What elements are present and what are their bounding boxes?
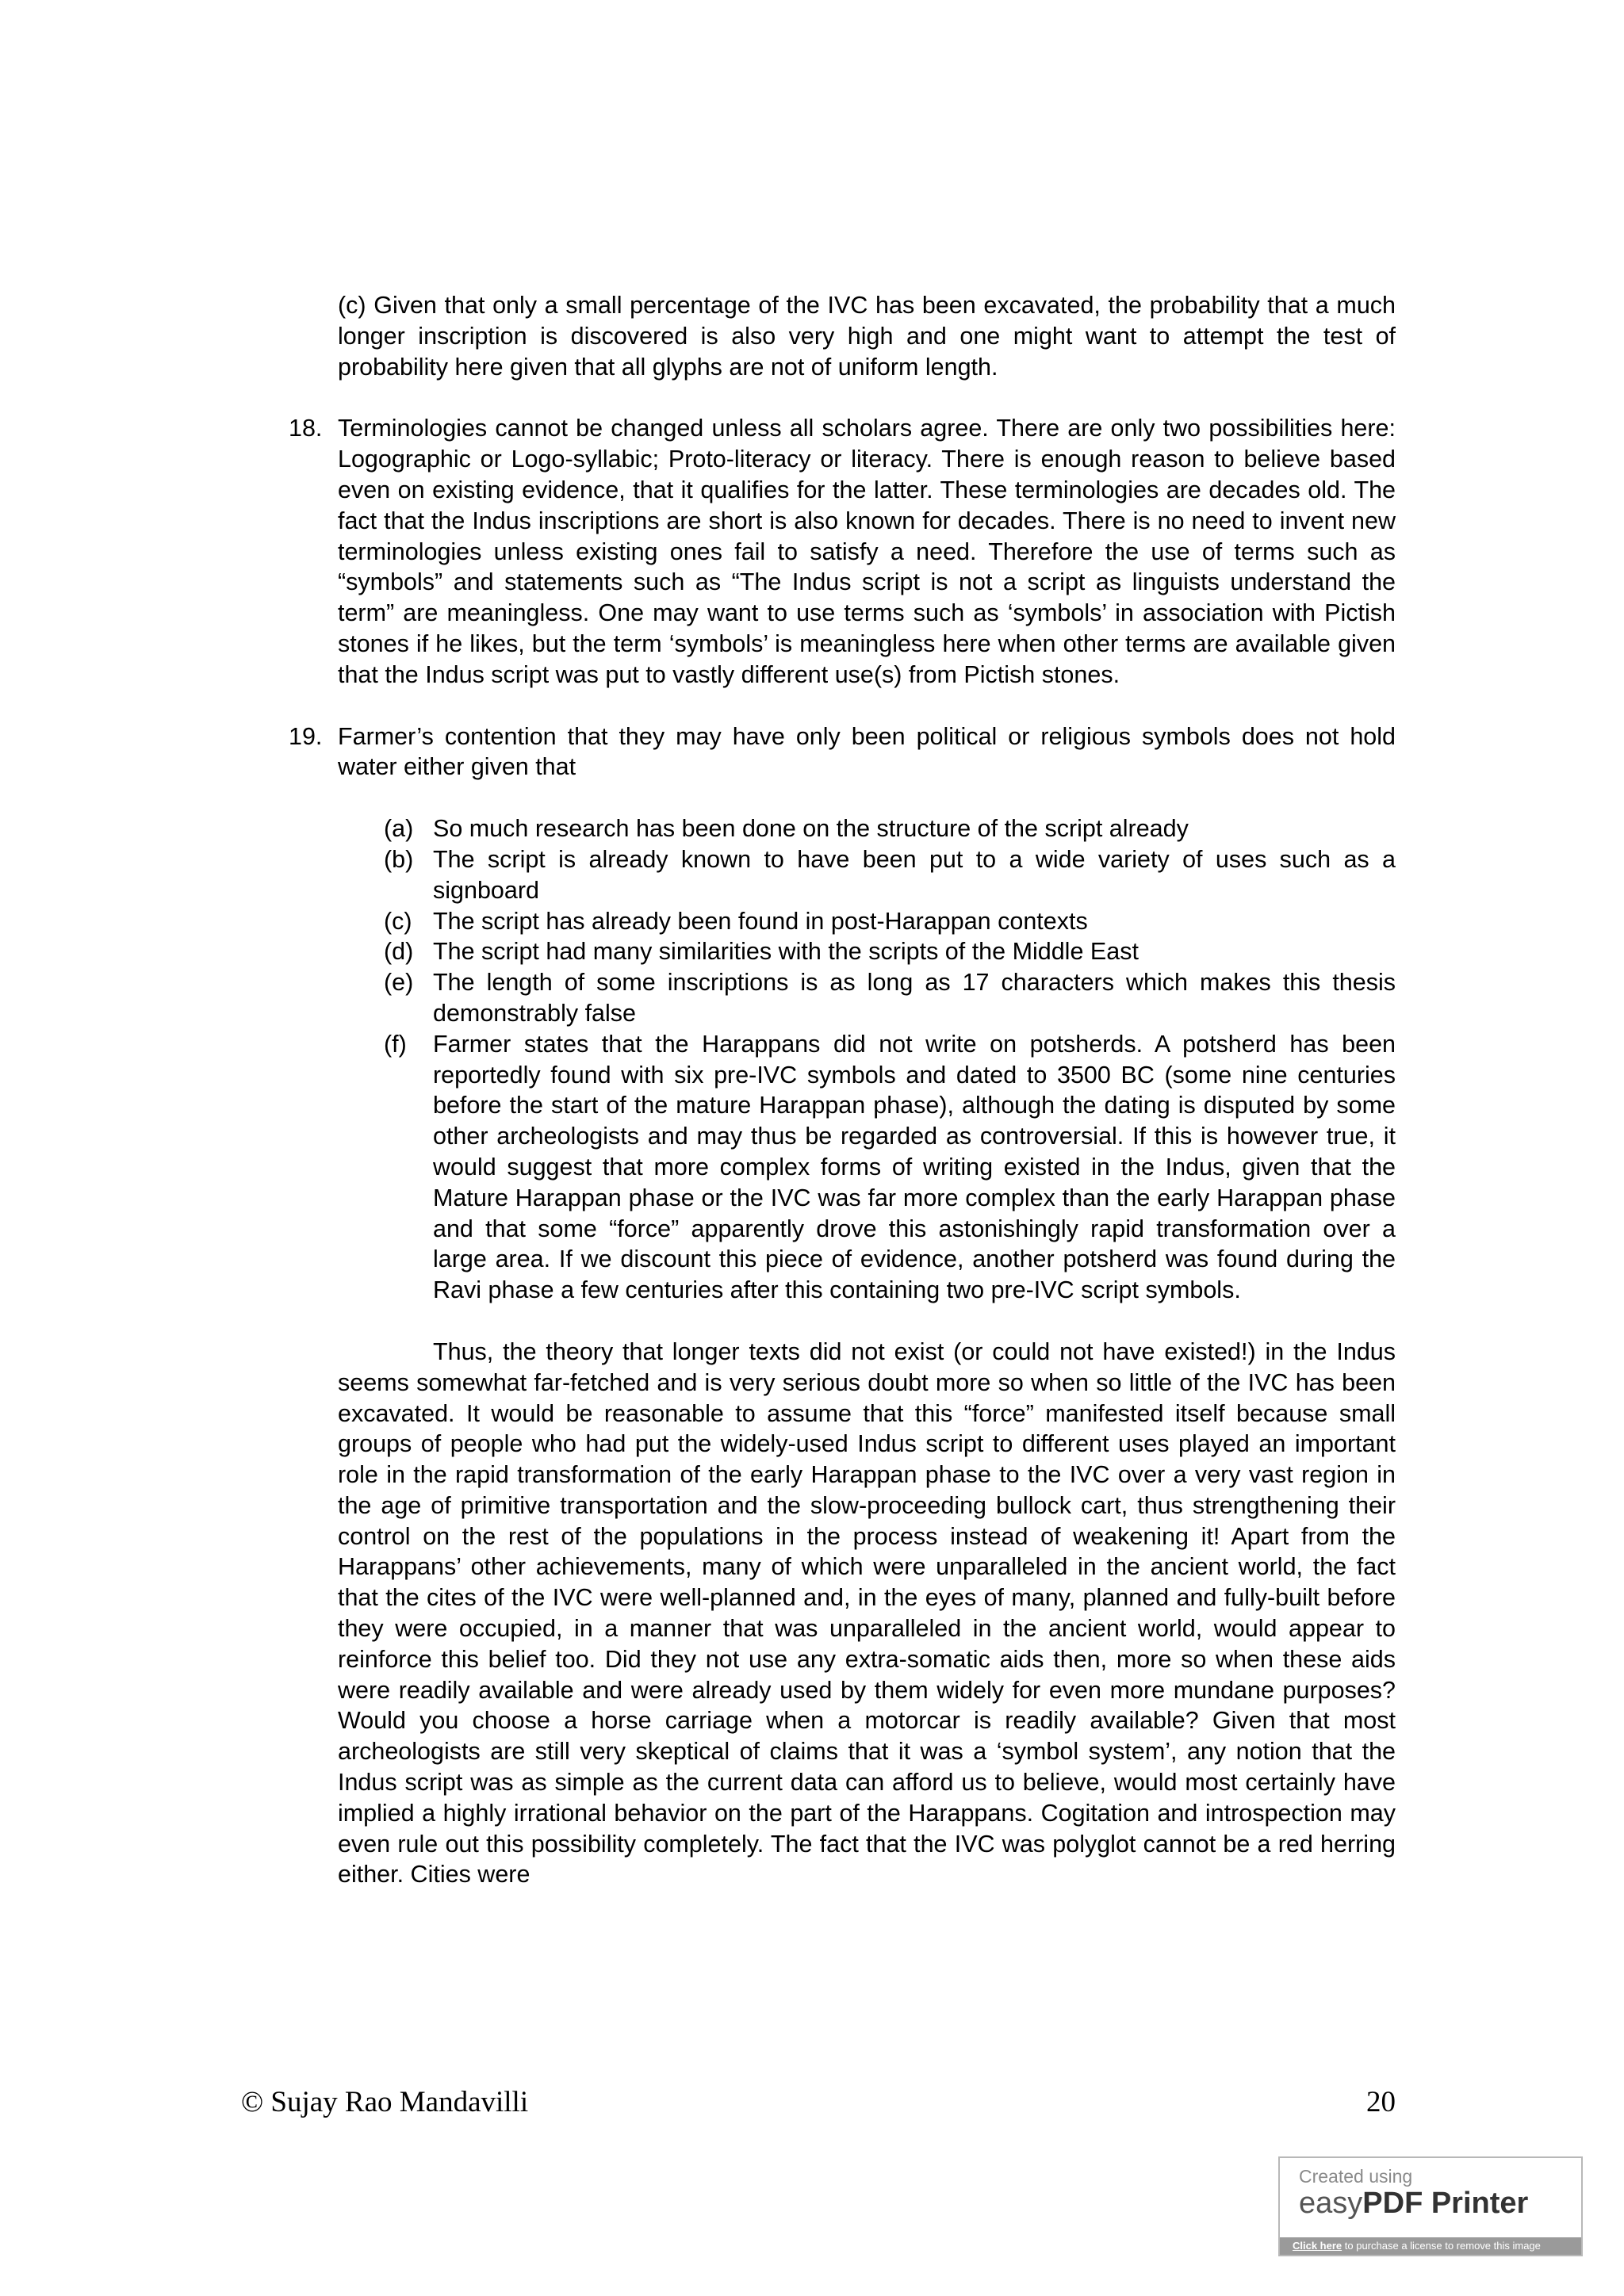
spacer bbox=[338, 691, 1396, 721]
sub-list-item bbox=[384, 936, 1396, 967]
sub-list-item bbox=[384, 813, 1396, 844]
sub-text: The script had many similarities with the scripts of the Middle East bbox=[433, 938, 1139, 966]
sub-text: The length of some inscriptions is as long as 17 characters which makes this thesis demonstrably false bbox=[433, 969, 1396, 1027]
copyright-notice: © Sujay Rao Mandavilli bbox=[241, 2086, 529, 2118]
list-item-18 bbox=[289, 413, 1396, 690]
sub-text: Farmer states that the Harappans did not write on potsherds. A potsherd has been reportedly found with six pre-IVC symbols and dated to 3500 BC (some nine centuries before the start of the mature Harappan phase), although the dating is disputed by some other archeologists and may thus be regarded as controversial. If this is however true, it would suggest that more complex forms of writing existed in the Indus, given that the Mature Harappan phase or the IVC was far more complex than the early Harappan phase and that some “force” apparently drove this astonishingly rapid transformation over a large area. If we discount this piece of evidence, another potsherd was found during the Ravi phase a few centuries after this containing two pre-IVC script symbols. bbox=[433, 1030, 1396, 1304]
item-number: 19. bbox=[289, 722, 323, 750]
sub-letter: (d) bbox=[384, 938, 414, 966]
spacer bbox=[338, 783, 1396, 813]
sub-text: So much research has been done on the structure of the script already bbox=[433, 815, 1189, 843]
sub-letter: (a) bbox=[384, 815, 414, 843]
sub-letter: (e) bbox=[384, 969, 414, 997]
sub-text: The script has already been found in post-Harappan contexts bbox=[433, 907, 1088, 935]
list-item-19 bbox=[289, 721, 1396, 783]
sub-letter: (c) bbox=[384, 907, 412, 935]
closing-paragraph: Thus, the theory that longer texts did not exist (or could not have existed!) in the Indus seems somewhat far-fetched and is very serious doubt more so when so little of the IVC has been excavated. It would be reasonable to assume that this “force” manifested itself because small groups of people who had put the widely-used Indus script to different uses played an important role in the rapid transformation of the early Harappan phase to the IVC over a very vast region in the age of primitive transportation and the slow-proceeding bullock cart, thus strengthening their control on the rest of the populations in the process instead of weakening it! Apart from the Harappans’ other achievements, many of which were unparalleled in the ancient world, the fact that the cites of the IVC were well-planned and, in the eyes of many, planned and fully-built before they were occupied, in a manner that was unparalleled in the ancient world, would appear to reinforce this belief too. Did they not use any extra-somatic aids then, more so when these aids were readily available and were already used by them widely for even more mundane purposes? Would you choose a horse carriage when a motorcar is readily available? Given that most archeologists are still very skeptical of claims that it was a ‘symbol system’, any notion that the Indus script was as simple as the current data can afford us to believe, would most certainly have implied a highly irrational behavior on the part of the Harappans. Cogitation and introspection may even rule out this possibility completely. The fact that the IVC was polyglot cannot be a red herring either. Cities were bbox=[338, 1337, 1396, 1888]
sub-list-item bbox=[384, 906, 1396, 937]
spacer bbox=[338, 1306, 1396, 1337]
page-number: 20 bbox=[1366, 2086, 1396, 2118]
created-using-label: Created using bbox=[1299, 2166, 1413, 2187]
sub-letter: (f) bbox=[384, 1030, 407, 1058]
click-here-link[interactable]: Click here bbox=[1293, 2240, 1342, 2252]
sub-list bbox=[384, 813, 1396, 1306]
item-text: Farmer’s contention that they may have only been political or religious symbols does not hold water either given that bbox=[338, 722, 1396, 781]
easypdf-logo bbox=[1299, 2187, 1528, 2221]
purchase-license-text: to purchase a license to remove this image bbox=[1342, 2240, 1541, 2252]
sub-letter: (b) bbox=[384, 845, 414, 873]
item-number: 18. bbox=[289, 415, 323, 442]
sub-list-item bbox=[384, 967, 1396, 1029]
purchase-license-bar[interactable] bbox=[1280, 2237, 1581, 2255]
logo-pdf-printer-text: PDF Printer bbox=[1362, 2187, 1529, 2220]
sub-list-item bbox=[384, 844, 1396, 906]
sub-list-item bbox=[384, 1029, 1396, 1306]
sub-text: The script is already known to have been put to a wide variety of uses such as a signboard bbox=[433, 845, 1396, 904]
easypdf-watermark-badge[interactable] bbox=[1278, 2156, 1583, 2256]
intro-item-c: (c) Given that only a small percentage of the IVC has been excavated, the probability that a much longer inscription is discovered is also very high and one might want to attempt the test of probability here given that all glyphs are not of uniform length. bbox=[338, 292, 1396, 381]
item-text: Terminologies cannot be changed unless all scholars agree. There are only two possibilities here: Logographic or Logo-syllabic; Proto-literacy or literacy. There is enough reason to believe based even on existing evidence, that it qualifies for the latter. These terminologies are decades old. The fact that the Indus inscriptions are short is also known for decades. There is no need to invent new terminologies unless existing ones fail to satisfy a need. Therefore the use of terms such as “symbols” and statements such as “The Indus script is not a script as linguists understand the term” are meaningless. One may want to use terms such as ‘symbols’ in association with Pictish stones if he likes, but the term ‘symbols’ is meaningless here when other terms are available given that the Indus script was put to vastly different use(s) from Pictish stones. bbox=[338, 415, 1396, 688]
logo-easy-text: easy bbox=[1299, 2187, 1363, 2220]
spacer bbox=[338, 382, 1396, 413]
page-body bbox=[289, 290, 1396, 1890]
